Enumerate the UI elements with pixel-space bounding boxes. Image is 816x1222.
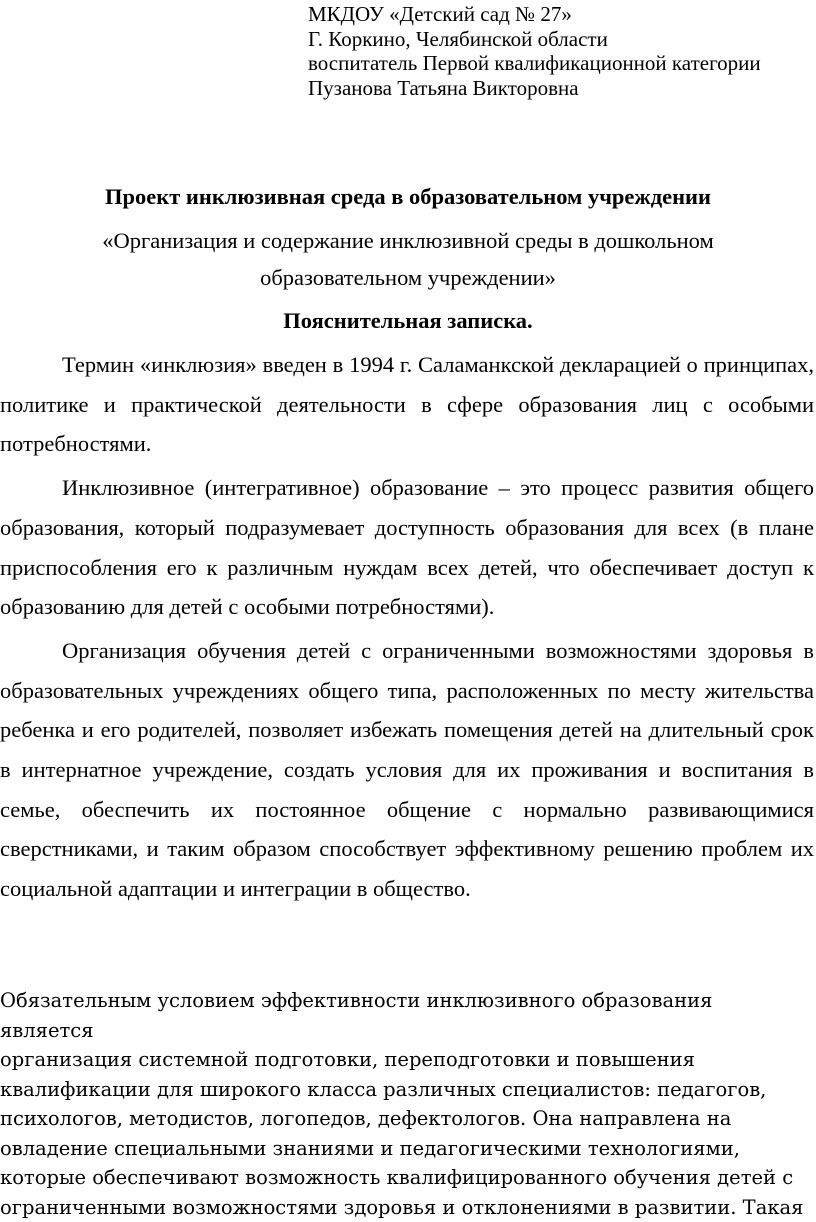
explanatory-note-heading: Пояснительная записка. <box>0 304 816 338</box>
plain-text-block <box>0 986 810 1222</box>
project-subtitle: «Организация и содержание инклюзивной среды в дошкольном образовательном учреждении» <box>0 222 816 296</box>
title-block <box>0 180 816 338</box>
header-line-city: Г. Коркино, Челябинской области <box>308 27 808 52</box>
plain-line: психологов, методистов, логопедов, дефектологов. Она направлена на <box>0 1104 810 1134</box>
paragraph-inclusive-education: Инклюзивное (интегративное) образование – это процесс развития общего образования, который подразумевает доступность образования для всех (в плане приспособления его к различным нуждам всех детей, что обеспечивает доступ к образованию для детей с особыми потребностями). <box>0 468 814 627</box>
body-text <box>0 345 814 913</box>
header-line-author: Пузанова Татьяна Викторовна <box>308 76 808 101</box>
plain-line: овладение специальными знаниями и педагогическими технологиями, <box>0 1134 810 1164</box>
plain-line: квалификации для широкого класса различных специалистов: педагогов, <box>0 1075 810 1105</box>
paragraph-organization: Организация обучения детей с ограниченными возможностями здоровья в образовательных учреждениях общего типа, расположенных по месту жительства ребенка и его родителей, позволяет избежать помещения детей на длительный срок в интернатное учреждение, создать условия для их проживания и воспитания в семье, обеспечить их постоянное общение с нормально развивающимися сверстниками, и таким образом способствует эффективному решению проблем их социальной адаптации и интеграции в общество. <box>0 631 814 909</box>
plain-line: ограниченными возможностями здоровья и отклонениями в развитии. Такая <box>0 1193 810 1222</box>
paragraph-inclusion-term: Термин «инклюзия» введен в 1994 г. Саламанкской декларацией о принципах, политике и практической деятельности в сфере образования лиц с особыми потребностями. <box>0 345 814 464</box>
project-title: Проект инклюзивная среда в образовательном учреждении <box>0 180 816 214</box>
header-line-institution: МКДОУ «Детский сад № 27» <box>308 2 808 27</box>
plain-line: организация системной подготовки, переподготовки и повышения <box>0 1045 810 1075</box>
header-line-position: воспитатель Первой квалификационной категории <box>308 51 808 76</box>
plain-line: которые обеспечивают возможность квалифицированного обучения детей с <box>0 1163 810 1193</box>
author-header <box>308 2 808 100</box>
plain-line: Обязательным условием эффективности инклюзивного образования является <box>0 986 810 1045</box>
